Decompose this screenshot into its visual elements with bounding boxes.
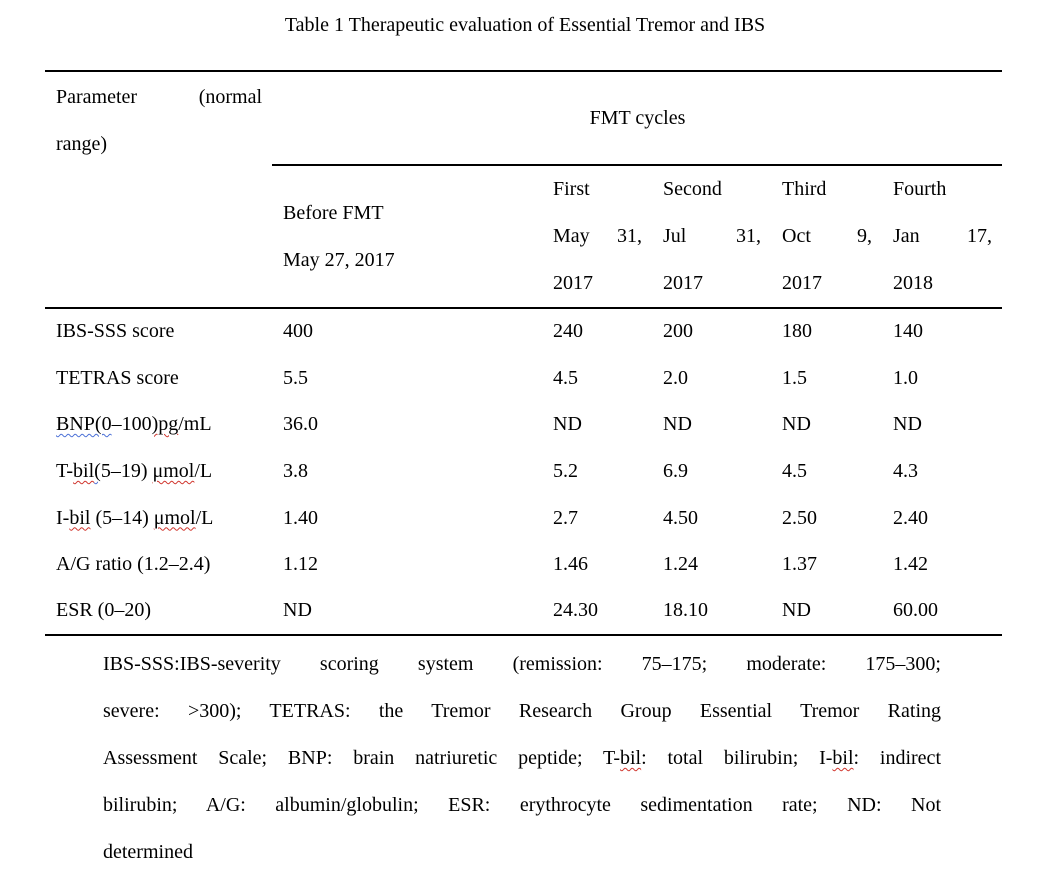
label-text: I- [56,506,70,529]
t-bil-before-value: 3.8 [283,459,308,482]
bnp-third-value: ND [782,413,811,436]
first-cycle-ordinal: First [553,178,590,200]
second-cycle-header-cell [652,165,771,308]
footnote-text: Assessment Scale; BNP: brain natriuretic peptide; T- [103,746,620,769]
second-cycle-year: 2017 [663,272,703,294]
ag-ratio-fourth-value: 1.42 [893,553,928,576]
footnote-line-5: determined [103,840,193,863]
esr-label: ESR (0–20) [56,599,151,622]
footnote-text: : total bilirubin; I- [641,746,833,769]
tetras-first-value: 4.5 [553,366,578,389]
label-text: T- [56,459,74,482]
bnp-before-value: 36.0 [283,413,318,436]
parameter-header-line1 [56,74,262,121]
before-fmt-header-cell [272,165,542,308]
bnp-label [45,401,272,448]
table-row [45,495,1002,542]
tetras-second-value: 2.0 [663,366,688,389]
bnp-first-value: ND [553,413,582,436]
spellcheck-underline-red: bil [620,746,642,769]
ibs-sss-label: IBS-SSS score [56,320,175,343]
first-cycle-header-cell [542,165,652,308]
parameter-header-line2: range) [56,133,108,155]
table-body [45,308,1002,635]
fourth-cycle-month: Jan [893,225,920,247]
header-row-1 [45,71,1002,165]
ag-ratio-second-value: 1.24 [663,553,698,576]
table-caption: Table 1 Therapeutic evaluation of Essential Tremor and IBS [284,14,766,36]
spellcheck-underline-red: bil [73,459,95,482]
first-cycle-year: 2017 [553,272,593,294]
footnote-line-3 [103,735,941,782]
fourth-cycle-date [893,213,992,260]
table-row [45,308,1002,355]
first-cycle-day: 31, [617,225,642,247]
i-bil-third-value: 2.50 [782,506,817,529]
parameter-header-word2: (normal [198,86,262,108]
i-bil-label [45,495,272,542]
t-bil-second-value: 6.9 [663,459,688,482]
third-cycle-ordinal: Third [782,178,827,200]
second-cycle-ordinal: Second [663,178,722,200]
table-footnote [103,641,941,874]
label-text: –100 [111,413,152,436]
label-text: /L [194,459,213,482]
bnp-second-value: ND [663,413,692,436]
i-bil-before-value: 1.40 [283,506,318,529]
esr-third-value: ND [782,599,811,622]
table-row [45,401,1002,448]
fmt-cycles-header-cell: FMT cycles [272,71,1002,165]
footnote-line-2: severe: >300); TETRAS: the Tremor Research Group Essential Tremor Rating [103,699,941,722]
spellcheck-underline-red: bil [69,506,91,529]
before-fmt-date: May 27, 2017 [283,248,395,271]
first-cycle-month: May [553,225,590,247]
table-row [45,588,1002,635]
parameter-header-cell [45,71,272,308]
table-row [45,355,1002,402]
footnote-text: : indirect [853,746,941,769]
label-text: /mL [178,413,212,436]
third-cycle-month: Oct [782,225,811,247]
ag-ratio-first-value: 1.46 [553,553,588,576]
i-bil-first-value: 2.7 [553,506,578,529]
spellcheck-underline-blue: BNP(0 [56,413,112,436]
i-bil-fourth-value: 2.40 [893,506,928,529]
tetras-before-value: 5.5 [283,366,308,389]
table-row [45,448,1002,495]
spellcheck-underline-blue: ( [94,459,101,482]
label-text: /L [195,506,214,529]
third-cycle-day: 9, [857,225,872,247]
table-header [45,71,1002,308]
label-text: (5–14) [90,506,154,529]
spellcheck-underline-red: μmol [152,459,195,482]
esr-fourth-value: 60.00 [893,599,938,622]
esr-before-value: ND [283,599,312,622]
first-cycle-date [553,213,642,260]
therapeutic-evaluation-table [45,70,1002,636]
fourth-cycle-header-cell [882,165,1002,308]
tetras-third-value: 1.5 [782,366,807,389]
second-cycle-date [663,213,761,260]
second-cycle-day: 31, [736,225,761,247]
footnote-line-4: bilirubin; A/G: albumin/globulin; ESR: erythrocyte sedimentation rate; ND: Not [103,793,941,816]
ag-ratio-before-value: 1.12 [283,553,318,576]
esr-second-value: 18.10 [663,599,708,622]
i-bil-second-value: 4.50 [663,506,698,529]
t-bil-first-value: 5.2 [553,459,578,482]
ibs-sss-first-value: 240 [553,320,583,343]
footnote-line-1: IBS-SSS:IBS-severity scoring system (remission: 75–175; moderate: 175–300; [103,653,941,675]
ag-ratio-third-value: 1.37 [782,553,817,576]
before-fmt-label: Before FMT [283,201,384,224]
fourth-cycle-year: 2018 [893,272,933,294]
fourth-cycle-ordinal: Fourth [893,178,947,200]
table-row [45,541,1002,588]
t-bil-third-value: 4.5 [782,459,807,482]
ibs-sss-fourth-value: 140 [893,320,923,343]
ibs-sss-before-value: 400 [283,320,313,343]
spellcheck-underline-red: bil [832,746,854,769]
third-cycle-date [782,213,872,260]
bnp-fourth-value: ND [893,413,922,436]
fourth-cycle-day: 17, [967,225,993,247]
third-cycle-year: 2017 [782,272,822,294]
t-bil-label [45,448,272,495]
esr-first-value: 24.30 [553,599,598,622]
ibs-sss-third-value: 180 [782,320,812,343]
spellcheck-underline-red: )pg [151,413,179,436]
ag-ratio-label: A/G ratio (1.2–2.4) [56,553,211,576]
spellcheck-underline-red: μmol [153,506,196,529]
tetras-label: TETRAS score [56,366,179,389]
ibs-sss-second-value: 200 [663,320,693,343]
t-bil-fourth-value: 4.3 [893,459,918,482]
second-cycle-month: Jul [663,225,687,247]
third-cycle-header-cell [771,165,882,308]
parameter-header-word1: Parameter [56,86,138,108]
label-text: 5–19) [100,459,153,482]
tetras-fourth-value: 1.0 [893,366,918,389]
